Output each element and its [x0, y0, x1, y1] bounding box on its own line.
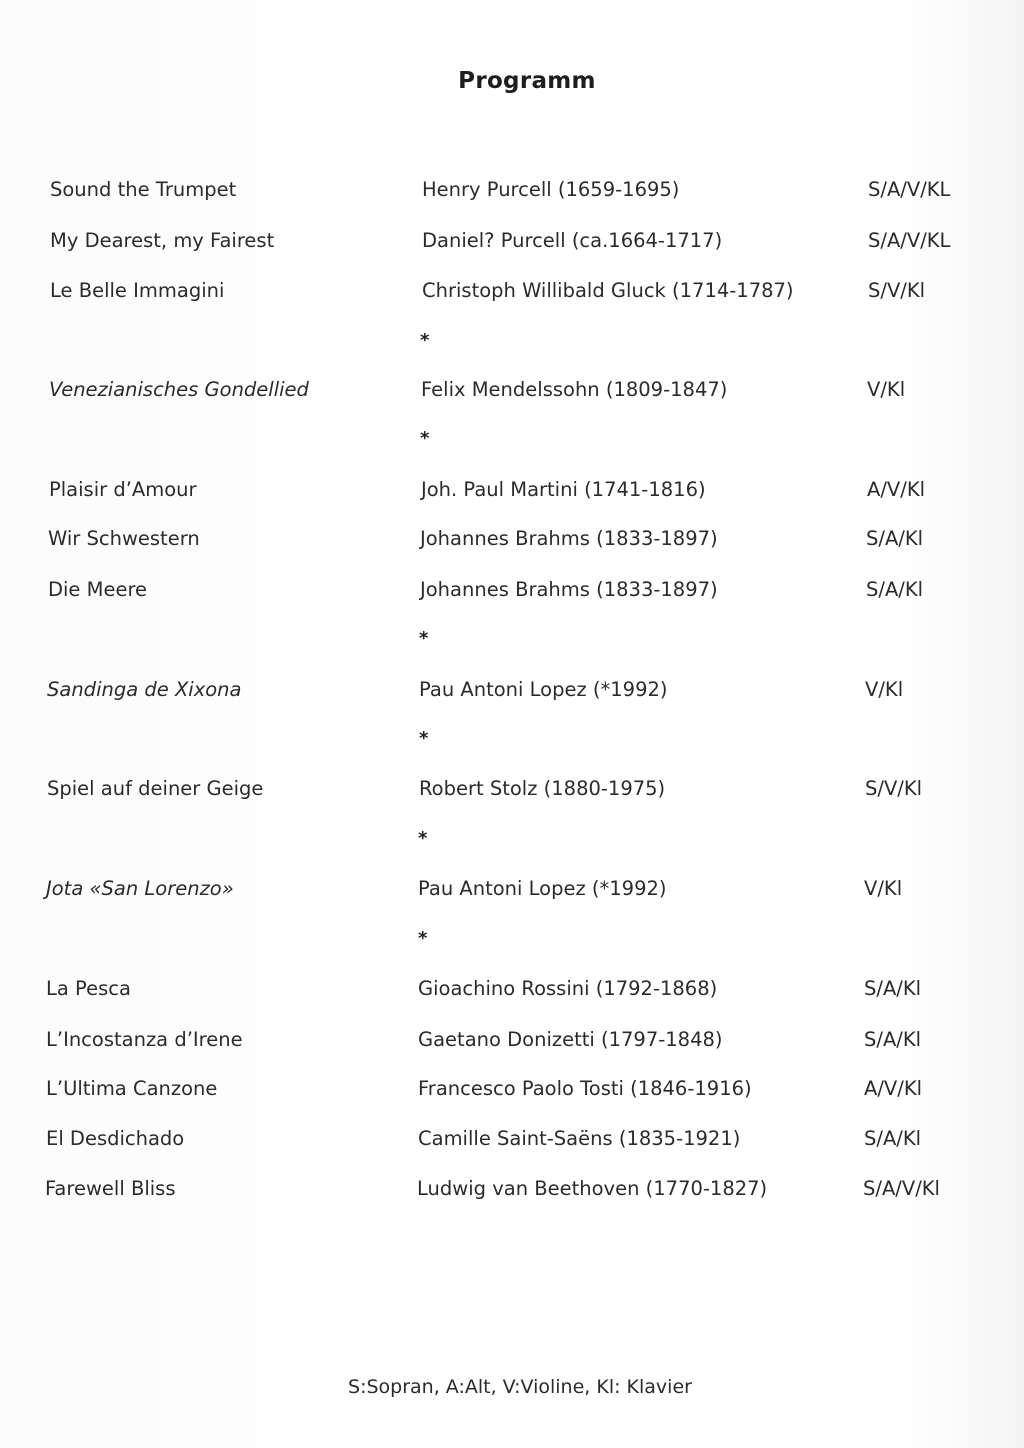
work-title: My Dearest, my Fairest: [50, 229, 275, 252]
composer-name: Daniel? Purcell (ca.1664-1717): [422, 229, 723, 252]
composer-name: Robert Stolz (1880-1975): [419, 777, 666, 800]
composer-name: Johannes Brahms (1833-1897): [420, 578, 718, 601]
composer-name: Ludwig van Beethoven (1770-1827): [417, 1177, 768, 1200]
composer-name: Gaetano Donizetti (1797-1848): [418, 1028, 723, 1051]
voicing: S/A/V/Kl: [863, 1177, 940, 1200]
work-title: Le Belle Immagini: [50, 279, 225, 302]
composer-name: Pau Antoni Lopez (*1992): [418, 877, 667, 900]
voicing: A/V/Kl: [867, 478, 926, 501]
work-title: Die Meere: [48, 578, 148, 601]
separator-star: *: [419, 628, 429, 649]
composer-name: Camille Saint-Saëns (1835-1921): [418, 1127, 741, 1150]
voicing: S/V/Kl: [868, 279, 926, 302]
voicing: S/A/Kl: [866, 527, 924, 550]
voicing: S/A/Kl: [864, 1028, 922, 1051]
composer-name: Felix Mendelssohn (1809-1847): [421, 378, 728, 401]
voicing-legend: S:Sopran, A:Alt, V:Violine, Kl: Klavier: [348, 1376, 692, 1398]
voicing: V/Kl: [864, 877, 903, 900]
work-title: Wir Schwestern: [48, 527, 200, 550]
work-title: L’Ultima Canzone: [46, 1077, 218, 1100]
composer-name: Joh. Paul Martini (1741-1816): [421, 478, 706, 501]
composer-name: Gioachino Rossini (1792-1868): [418, 977, 718, 1000]
composer-name: Henry Purcell (1659-1695): [422, 178, 680, 201]
page-title: Programm: [458, 68, 596, 94]
voicing: V/Kl: [867, 378, 906, 401]
voicing: S/A/Kl: [864, 977, 922, 1000]
composer-name: Pau Antoni Lopez (*1992): [419, 678, 668, 701]
separator-star: *: [420, 330, 430, 351]
voicing: S/A/V/KL: [868, 229, 951, 252]
work-title: Sandinga de Xixona: [47, 678, 242, 701]
composer-name: Francesco Paolo Tosti (1846-1916): [418, 1077, 752, 1100]
separator-star: *: [420, 428, 430, 449]
work-title: Farewell Bliss: [45, 1177, 176, 1200]
work-title: El Desdichado: [46, 1127, 185, 1150]
voicing: S/A/Kl: [864, 1127, 922, 1150]
composer-name: Johannes Brahms (1833-1897): [420, 527, 718, 550]
work-title: Spiel auf deiner Geige: [47, 777, 264, 800]
work-title: Jota «San Lorenzo»: [46, 877, 234, 900]
composer-name: Christoph Willibald Gluck (1714-1787): [422, 279, 794, 302]
work-title: L’Incostanza d’Irene: [46, 1028, 243, 1051]
voicing: S/V/Kl: [865, 777, 923, 800]
separator-star: *: [418, 828, 428, 849]
voicing: S/A/V/KL: [868, 178, 951, 201]
work-title: Sound the Trumpet: [50, 178, 237, 201]
separator-star: *: [419, 728, 429, 749]
work-title: La Pesca: [46, 977, 131, 1000]
voicing: A/V/Kl: [864, 1077, 923, 1100]
voicing: V/Kl: [865, 678, 904, 701]
work-title: Plaisir d’Amour: [49, 478, 197, 501]
separator-star: *: [418, 928, 428, 949]
voicing: S/A/Kl: [866, 578, 924, 601]
work-title: Venezianisches Gondellied: [49, 378, 309, 401]
